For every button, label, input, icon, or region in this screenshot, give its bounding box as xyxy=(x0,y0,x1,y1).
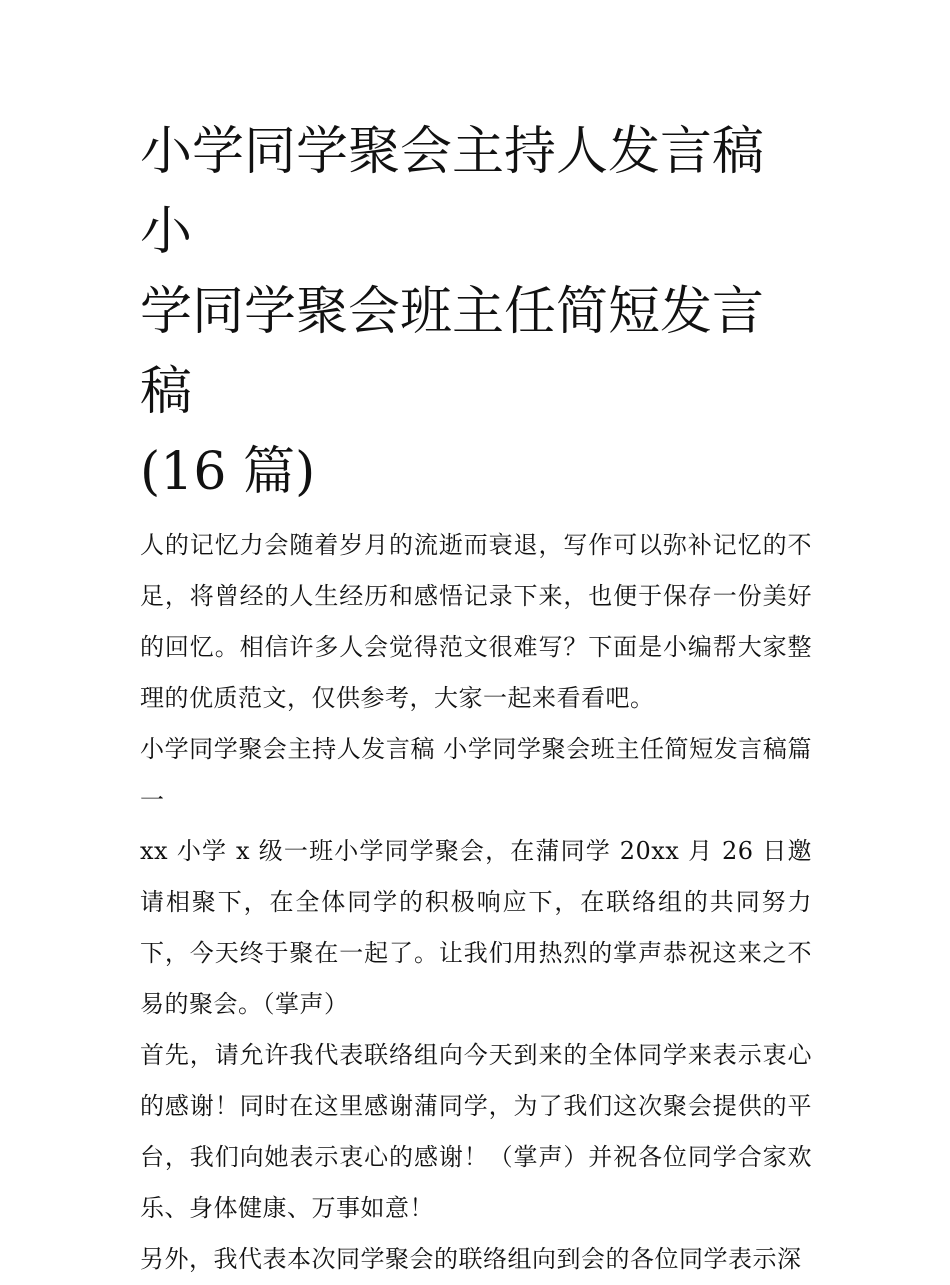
title-count: (16 篇) xyxy=(140,442,316,502)
document-body xyxy=(140,112,812,1285)
section-heading: 小学同学聚会主持人发言稿 小学同学聚会班主任简短发言稿篇一 xyxy=(140,735,812,814)
body-paragraph-2: 首先，请允许我代表联络组向今天到来的全体同学来表示衷心的感谢！同时在这里感谢蒲同学，为了我们这次聚会提供的平台，我们向她表示衷心的感谢！（掌声）并祝各位同学合家欢乐、身体健康、万事如意！ xyxy=(140,1041,812,1222)
body-paragraph-3: 另外，我代表本次同学聚会的联络组向到会的各位同学表示深 xyxy=(140,1245,802,1273)
body-paragraph-1: xx 小学 x 级一班小学同学聚会，在蒲同学 20xx 月 26 日邀请相聚下，在全体同学的积极响应下，在联络组的共同努力下，今天终于聚在一起了。让我们用热烈的掌声恭祝这来之不易的聚会。（掌声） xyxy=(140,837,812,1018)
document-title xyxy=(140,112,812,512)
intro-paragraph: 人的记忆力会随着岁月的流逝而衰退，写作可以弥补记忆的不足，将曾经的人生经历和感悟记录下来，也便于保存一份美好的回忆。相信许多人会觉得范文很难写？下面是小编帮大家整理的优质范文，仅供参考，大家一起来看看吧。 xyxy=(140,531,812,712)
title-line-1: 小学同学聚会主持人发言稿 小 xyxy=(140,122,765,262)
title-line-2: 学同学聚会班主任简短发言稿 xyxy=(140,282,765,422)
